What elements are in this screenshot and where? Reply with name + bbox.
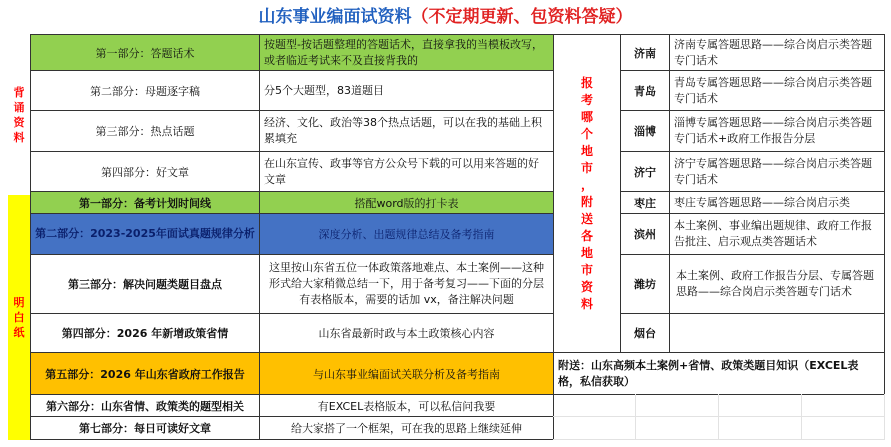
empty-cell <box>719 394 802 417</box>
row-11-part: 第七部分：每日可读好文章 <box>30 416 260 440</box>
empty-cell <box>802 417 885 440</box>
row-2-desc: 分5个大题型，83道题目 <box>259 70 554 111</box>
city-name: 淄博 <box>620 110 670 152</box>
row-10-desc: 有EXCEL表格版本，可以私信问我要 <box>259 394 554 417</box>
row-8-desc: 山东省最新时政与本土政策核心内容 <box>259 313 554 353</box>
attachment-note: 附送：山东高频本土案例+省情、政策类题目知识（EXCEL表格，私信获取） <box>553 352 885 395</box>
row-11-desc: 给大家搭了一个框架，可在我的思路上继续延伸 <box>259 416 554 440</box>
city-desc: 淄博专属答题思路——综合岗启示类答题专门话术+政府工作报告分层 <box>669 110 885 152</box>
city-desc: 本土案例、事业编出题规律、政府工作报告批注、启示观点类答题话术 <box>669 213 885 255</box>
city-name: 滨州 <box>620 213 670 255</box>
city-desc: 济南专属答题思路——综合岗启示类答题专门话术 <box>669 34 885 71</box>
row-6-desc: 深度分析、出题规律总结及备考指南 <box>259 213 554 255</box>
clear-paper-section-label: 明 白 纸 <box>8 195 30 440</box>
empty-cell <box>553 394 636 417</box>
city-desc: 济宁专属答题思路——综合岗启示类答题专门话术 <box>669 151 885 192</box>
empty-cell <box>553 417 636 440</box>
empty-cell <box>636 394 719 417</box>
row-7-desc: 这里按山东省五位一体政策落地难点、本土案例——这种形式给大家稍微总结一下，用于备考复习——下面的分层有表格版本，需要的话加 vx，备注解决问题 <box>259 254 554 314</box>
row-7-part: 第三部分：解决问题类题目盘点 <box>30 254 260 314</box>
empty-cell <box>802 394 885 417</box>
city-name: 青岛 <box>620 70 670 111</box>
page-title: 山东事业编面试资料（不定期更新、包资料答疑） <box>258 7 633 27</box>
row-5-part: 第一部分：备考计划时间线 <box>30 191 260 214</box>
city-name: 烟台 <box>620 313 670 353</box>
row-1-part: 第一部分：答题话术 <box>30 34 260 71</box>
row-4-part: 第四部分：好文章 <box>30 151 260 192</box>
city-desc <box>669 313 885 353</box>
city-name: 潍坊 <box>620 254 670 314</box>
row-10-part: 第六部分：山东省情、政策类的题型相关 <box>30 394 260 417</box>
city-desc: 青岛专属答题思路——综合岗启示类答题专门话术 <box>669 70 885 111</box>
memorize-section-label: 背 诵 资 料 <box>13 85 25 144</box>
row-6-part: 第二部分：2023-2025年面试真题规律分析 <box>30 213 260 255</box>
row-3-part: 第三部分：热点话题 <box>30 110 260 152</box>
row-9-part: 第五部分：2026 年山东省政府工作报告 <box>30 352 260 395</box>
row-9-desc: 与山东事业编面试关联分析及备考指南 <box>259 352 554 395</box>
row-2-part: 第二部分：母题逐字稿 <box>30 70 260 111</box>
empty-cell <box>719 417 802 440</box>
city-desc: 本土案例、政府工作报告分层、专属答题思路——综合岗启示类答题专门话术 <box>669 254 885 314</box>
region-note: 报 考 哪 个 地 市 ， 附 送 各 地 市 资 料 <box>553 34 621 353</box>
row-4-desc: 在山东宣传、政事等官方公众号下载的可以用来答题的好文章 <box>259 151 554 192</box>
city-name: 枣庄 <box>620 191 670 214</box>
row-5-desc: 搭配word版的打卡表 <box>259 191 554 214</box>
row-1-desc: 按题型-按话题整理的答题话术，直接拿我的当模板改写，或者临近考试来不及直接背我的 <box>259 34 554 71</box>
row-3-desc: 经济、文化、政治等38个热点话题，可以在我的基础上积累填充 <box>259 110 554 152</box>
city-name: 济宁 <box>620 151 670 192</box>
empty-cell <box>636 417 719 440</box>
row-8-part: 第四部分：2026 年新增政策省情 <box>30 313 260 353</box>
city-desc: 枣庄专属答题思路——综合岗启示类 <box>669 191 885 214</box>
city-name: 济南 <box>620 34 670 71</box>
